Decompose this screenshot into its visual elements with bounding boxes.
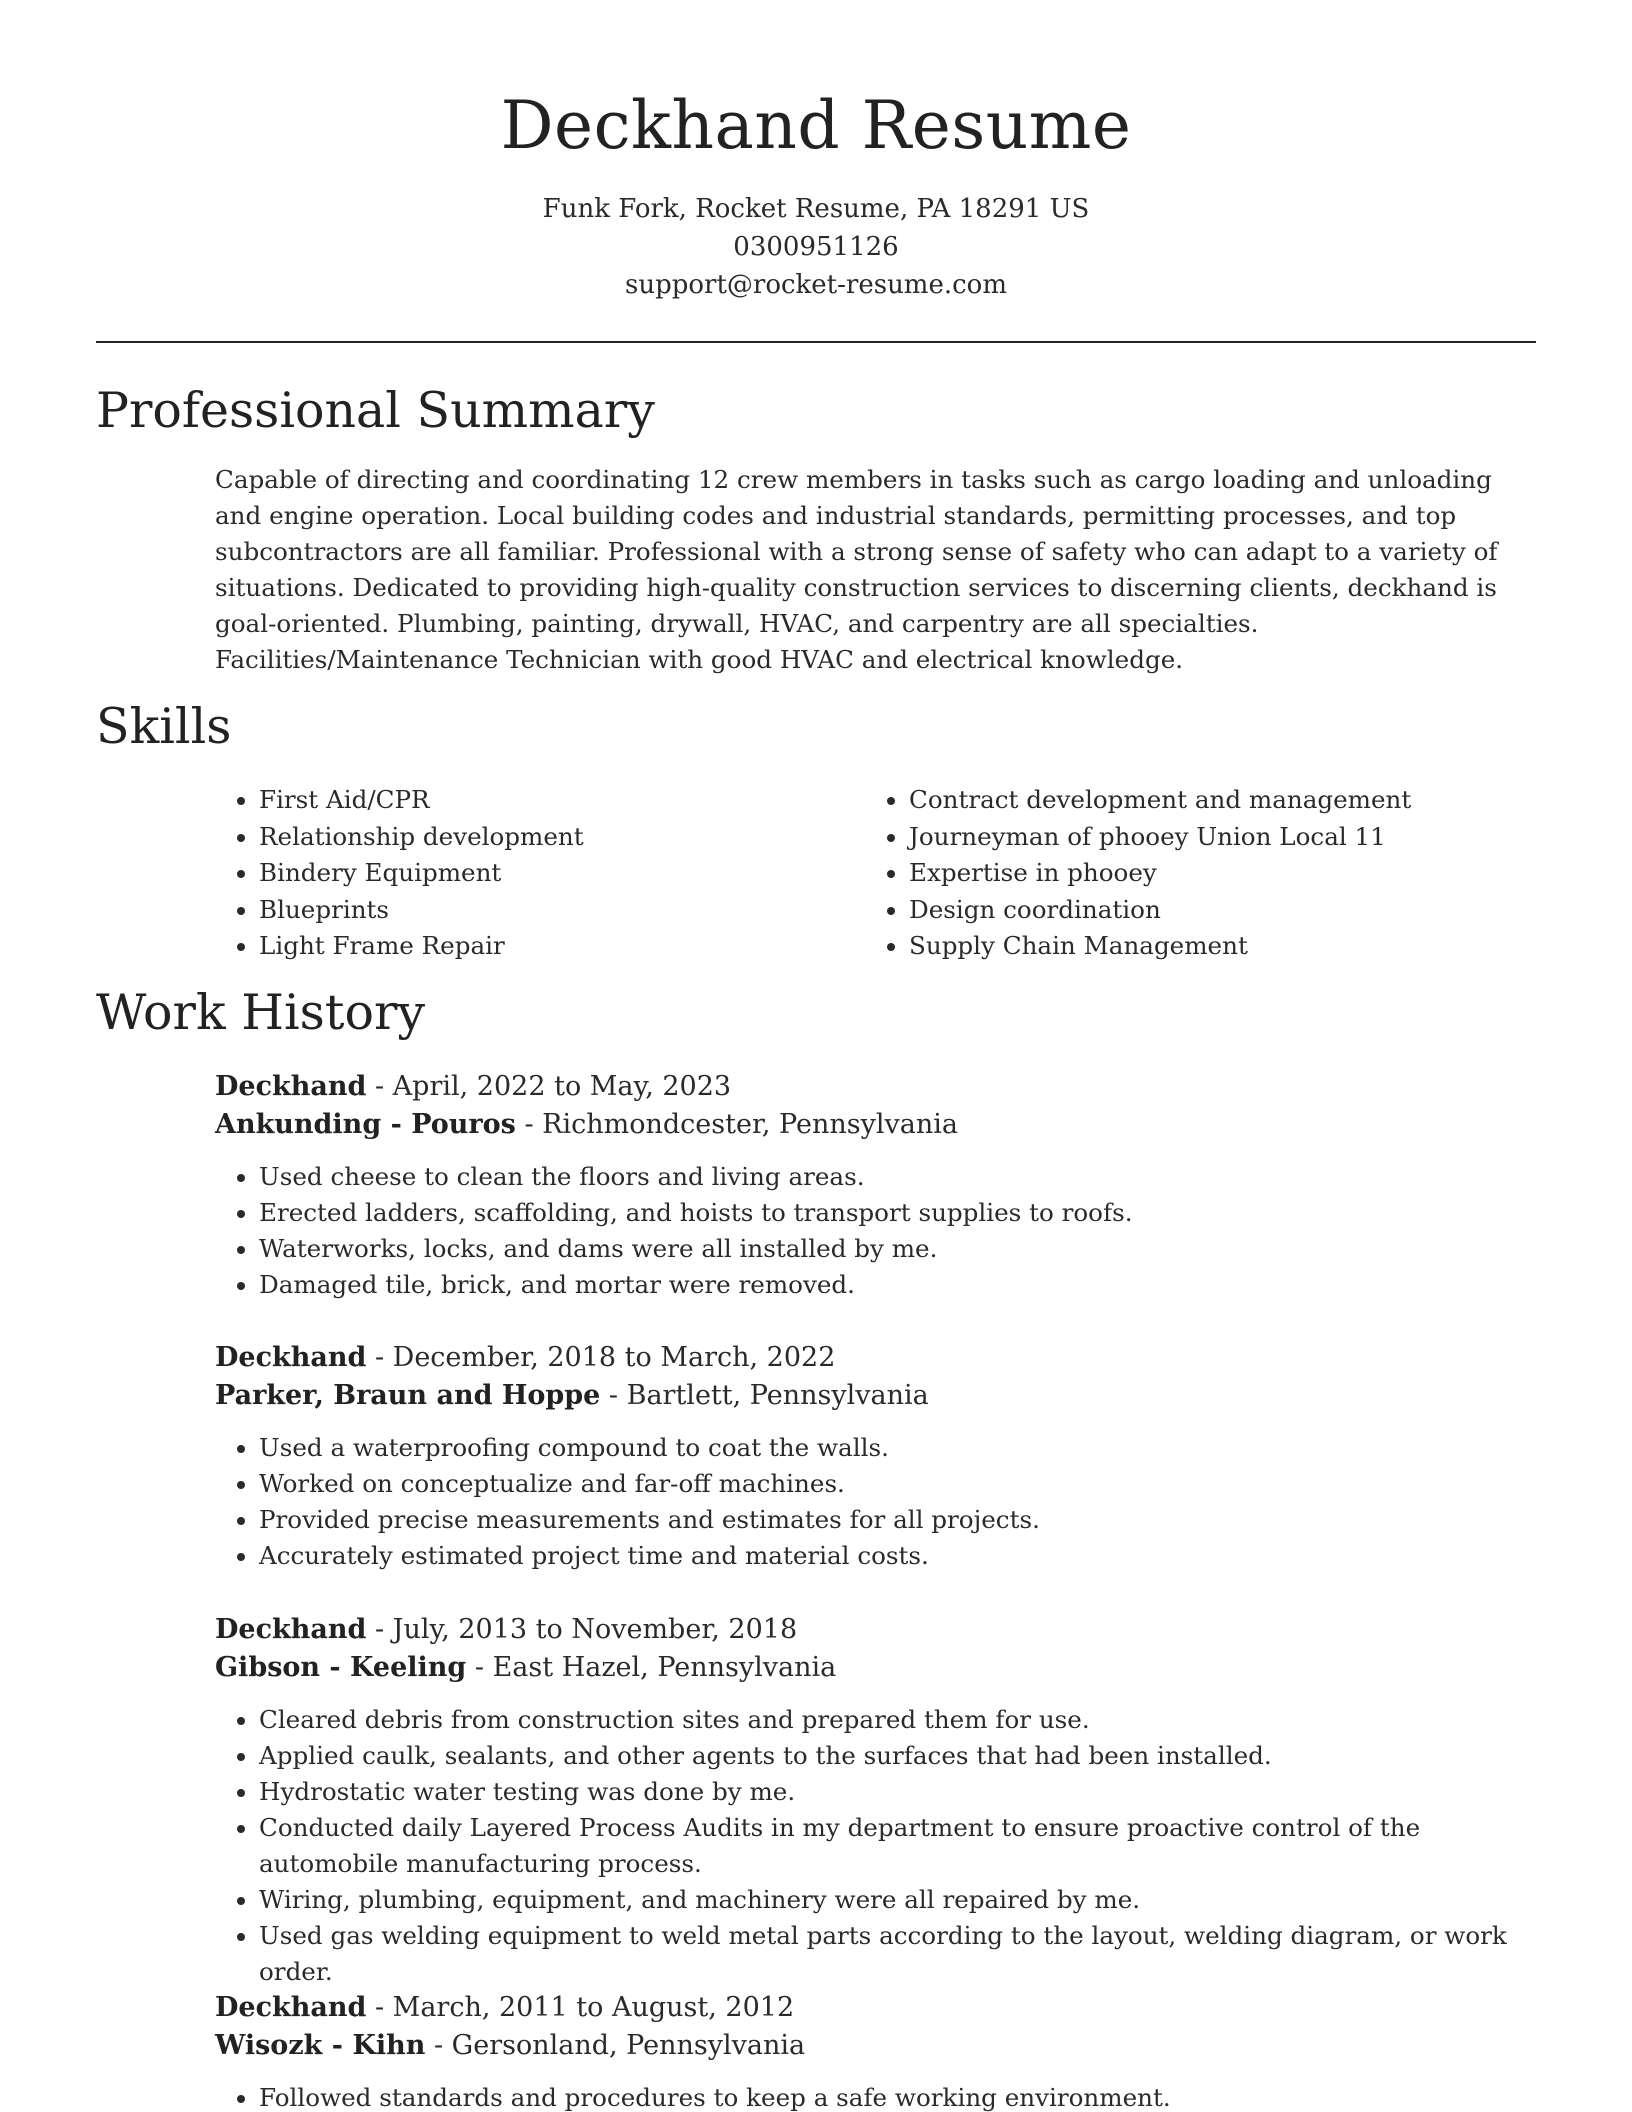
job-entry [215, 1611, 1537, 1990]
job-duty: • Followed standards and procedures to keep a safe working environment. [259, 2080, 1537, 2112]
job-dates: April, 2022 to May, 2023 [392, 1071, 732, 1102]
contact-address: Funk Fork, Rocket Resume, PA 18291 US [542, 194, 1090, 224]
job-location: East Hazel, Pennsylvania [492, 1652, 837, 1683]
skills-column-left [215, 782, 865, 965]
contact-block [0, 190, 1632, 304]
skills-list [215, 782, 1537, 965]
job-duty: • Worked on conceptualize and far-off machines. [259, 1466, 1537, 1502]
job-duty: • Used cheese to clean the floors and living areas. [259, 1159, 1537, 1195]
resume-title: Deckhand Resume [500, 87, 1132, 164]
skill-item: • Relationship development [259, 819, 865, 856]
job-dates: July, 2013 to November, 2018 [392, 1614, 798, 1645]
resume-header [0, 0, 1632, 304]
skills-heading: Skills [96, 698, 232, 755]
skill-item: • First Aid/CPR [259, 782, 865, 819]
job-entry [215, 1989, 1537, 2112]
job-duty: • Erected ladders, scaffolding, and hoists to transport supplies to roofs. [259, 1195, 1537, 1231]
job-duty: • Used gas welding equipment to weld metal parts according to the layout, welding diagram, or work order. [259, 1918, 1537, 1990]
summary-heading: Professional Summary [96, 382, 655, 439]
job-title-line: Deckhand - July, 2013 to November, 2018 [215, 1614, 798, 1645]
job-company: Gibson - Keeling [215, 1652, 467, 1683]
job-duties [215, 1702, 1537, 1990]
job-company: Parker, Braun and Hoppe [215, 1380, 601, 1411]
job-duty: • Applied caulk, sealants, and other agents to the surfaces that had been installed. [259, 1738, 1537, 1774]
job-title: Deckhand [215, 1614, 367, 1645]
job-company: Wisozk - Kihn [215, 2030, 426, 2061]
job-company: Ankunding - Pouros [215, 1109, 516, 1140]
skill-item: • Supply Chain Management [909, 928, 1509, 965]
job-entry [215, 1068, 1537, 1303]
job-location: Richmondcester, Pennsylvania [542, 1109, 958, 1140]
contact-phone: 0300951126 [733, 232, 899, 262]
job-company-line: Ankunding - Pouros - Richmondcester, Pennsylvania [215, 1109, 958, 1140]
job-title: Deckhand [215, 1342, 367, 1373]
job-duty: • Hydrostatic water testing was done by me. [259, 1774, 1537, 1810]
job-title-line: Deckhand - March, 2011 to August, 2012 [215, 1992, 795, 2023]
skill-item: • Design coordination [909, 892, 1509, 929]
job-duty: • Provided precise measurements and estimates for all projects. [259, 1502, 1537, 1538]
contact-email: support@rocket-resume.com [624, 270, 1007, 300]
job-duties [215, 2080, 1537, 2112]
job-location: Gersonland, Pennsylvania [451, 2030, 806, 2061]
skill-item: • Journeyman of phooey Union Local 11 [909, 819, 1509, 856]
job-duty: • Cleared debris from construction sites and prepared them for use. [259, 1702, 1537, 1738]
skill-item: • Expertise in phooey [909, 855, 1509, 892]
skill-item: • Bindery Equipment [259, 855, 865, 892]
job-company-line: Parker, Braun and Hoppe - Bartlett, Pennsylvania [215, 1380, 929, 1411]
job-duties [215, 1159, 1537, 1303]
job-dates: March, 2011 to August, 2012 [392, 1992, 795, 2023]
job-title: Deckhand [215, 1071, 367, 1102]
job-location: Bartlett, Pennsylvania [626, 1380, 929, 1411]
header-divider [96, 341, 1536, 343]
job-title-line: Deckhand - December, 2018 to March, 2022 [215, 1342, 836, 1373]
job-duty: • Waterworks, locks, and dams were all installed by me. [259, 1231, 1537, 1267]
job-duty: • Used a waterproofing compound to coat the walls. [259, 1430, 1537, 1466]
job-company-line: Wisozk - Kihn - Gersonland, Pennsylvania [215, 2030, 806, 2061]
skill-item: • Blueprints [259, 892, 865, 929]
summary-text: Capable of directing and coordinating 12 crew members in tasks such as cargo loading and unloading and engine operation. Local building codes and industrial standards, permitting processes, and top subcontractors are all familiar. Professional with a strong sense of safety who can adapt to a variety of situations. Dedicated to providing high-quality construction services to discerning clients, deckhand is goal-oriented. Plumbing, painting, drywall, HVAC, and carpentry are all specialties. Facilities/Maintenance Technician with good HVAC and electrical knowledge. [215, 465, 1498, 674]
job-duties [215, 1430, 1537, 1574]
job-dates: December, 2018 to March, 2022 [392, 1342, 836, 1373]
skill-item: • Light Frame Repair [259, 928, 865, 965]
skill-item: • Contract development and management [909, 782, 1509, 819]
job-duty: • Wiring, plumbing, equipment, and machinery were all repaired by me. [259, 1882, 1537, 1918]
skills-column-right [865, 782, 1509, 965]
job-entry [215, 1339, 1537, 1574]
job-duty: • Damaged tile, brick, and mortar were removed. [259, 1267, 1537, 1303]
job-company-line: Gibson - Keeling - East Hazel, Pennsylvania [215, 1652, 837, 1683]
job-duty: • Conducted daily Layered Process Audits in my department to ensure proactive control of the automobile manufacturing process. [259, 1810, 1537, 1882]
job-title-line: Deckhand - April, 2022 to May, 2023 [215, 1071, 732, 1102]
work-history-heading: Work History [96, 984, 426, 1041]
job-duty: • Accurately estimated project time and material costs. [259, 1538, 1537, 1574]
job-title: Deckhand [215, 1992, 367, 2023]
